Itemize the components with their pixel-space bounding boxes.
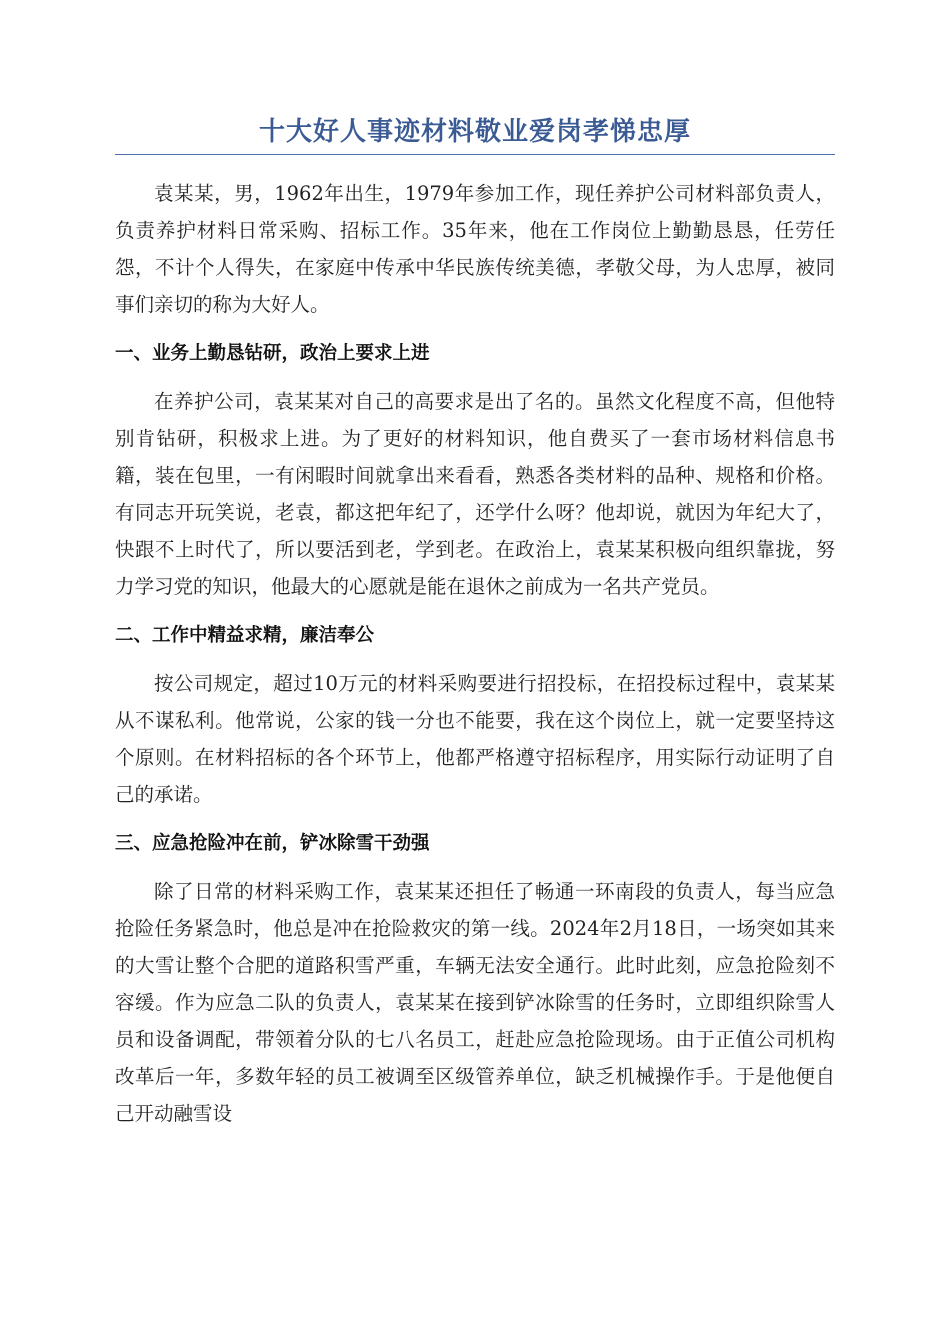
section-2-paragraph: 按公司规定，超过10万元的材料采购要进行招投标，在招投标过程中，袁某某从不谋私利。他常说，公家的钱一分也不能要，我在这个岗位上，就一定要坚持这个原则。在材料招标的各个环节上，他都严格遵守招标程序，用实际行动证明了自己的承诺。 [115, 672, 835, 806]
intro-paragraph: 袁某某，男，1962年出生，1979年参加工作，现任养护公司材料部负责人，负责养护材料日常采购、招标工作。35年来，他在工作岗位上勤勤恳恳，任劳任怨，不计个人得失，在家庭中传承中华民族传统美德，孝敬父母，为人忠厚，被同事们亲切的称为大好人。 [115, 182, 835, 316]
section-3-heading: 三、应急抢险冲在前，铲冰除雪干劲强 [115, 833, 430, 854]
section-2-heading: 二、工作中精益求精，廉洁奉公 [115, 625, 375, 646]
document-body [115, 175, 835, 1132]
document-page [115, 112, 835, 1132]
document-title: 十大好人事迹材料敬业爱岗孝悌忠厚 [115, 112, 835, 155]
section-3-paragraph: 除了日常的材料采购工作，袁某某还担任了畅通一环南段的负责人，每当应急抢险任务紧急时，他总是冲在抢险救灾的第一线。2024年2月18日，一场突如其来的大雪让整个合肥的道路积雪严重，车辆无法安全通行。此时此刻，应急抢险刻不容缓。作为应急二队的负责人，袁某某在接到铲冰除雪的任务时，立即组织除雪人员和设备调配，带领着分队的七八名员工，赶赴应急抢险现场。由于正值公司机构改革后一年，多数年轻的员工被调至区级管养单位，缺乏机械操作手。于是他便自己开动融雪设 [115, 880, 835, 1125]
section-1-heading: 一、业务上勤恳钻研，政治上要求上进 [115, 343, 430, 364]
section-1-paragraph: 在养护公司，袁某某对自己的高要求是出了名的。虽然文化程度不高，但他特别肯钻研，积极求上进。为了更好的材料知识，他自费买了一套市场材料信息书籍，装在包里，一有闲暇时间就拿出来看看，熟悉各类材料的品种、规格和价格。有同志开玩笑说，老袁，都这把年纪了，还学什么呀？他却说，就因为年纪大了，快跟不上时代了，所以要活到老，学到老。在政治上，袁某某积极向组织靠拢，努力学习党的知识，他最大的心愿就是能在退休之前成为一名共产党员。 [115, 390, 835, 598]
